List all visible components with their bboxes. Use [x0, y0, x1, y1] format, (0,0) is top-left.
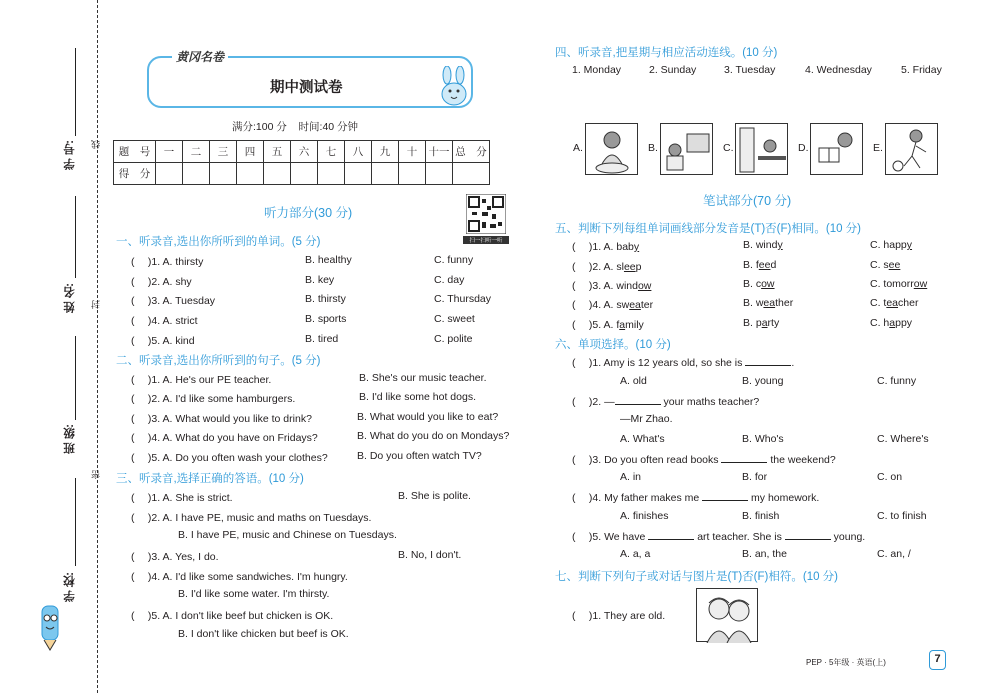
option-b: B. I have PE, music and Chinese on Tuesdays.	[178, 529, 397, 541]
option-b	[743, 259, 776, 271]
school-field[interactable]	[75, 478, 76, 566]
question-text: —Mr Zhao.	[620, 413, 673, 425]
class-field[interactable]	[75, 336, 76, 420]
option-c: C. Where's	[877, 433, 929, 445]
option-b: B. I'd like some water. I'm thirsty.	[178, 588, 330, 600]
option-b: B. healthy	[305, 254, 352, 266]
word: B. w	[743, 297, 764, 309]
question-7-1: ( )1. They are old.	[572, 610, 666, 622]
score-cell: 七	[318, 141, 345, 163]
question-5-1	[572, 239, 639, 254]
question-1-3: ( )3. A. Tuesday	[131, 295, 216, 307]
option-b: B. I'd like some hot dogs.	[359, 391, 476, 403]
question-3-3: ( )3. A. Yes, I do.	[131, 551, 219, 563]
footer-text: PEP · 5年级 · 英语(上)	[806, 658, 886, 667]
option-b: B. She is polite.	[398, 490, 471, 502]
question-3-2: ( )2. A. I have PE, music and maths on Tuesdays.	[131, 512, 372, 524]
question-6-1	[572, 355, 794, 370]
word: B. p	[743, 317, 762, 329]
question-1-2: ( )2. A. shy	[131, 276, 192, 288]
question-number: ( )3. A.	[572, 280, 614, 292]
section-6-title: 六、单项选择。(10 分)	[555, 339, 671, 351]
name-field[interactable]	[75, 196, 76, 278]
seal-char: 线	[91, 140, 101, 149]
score-input[interactable]	[264, 163, 291, 185]
question-6-4	[572, 490, 819, 505]
option-c: C. polite	[434, 333, 473, 345]
listening-title: 听力部分(30 分)	[264, 206, 353, 220]
picture-label: D.	[798, 142, 809, 154]
word-part: ow	[761, 278, 775, 290]
word: cher	[898, 297, 919, 309]
word-part: a	[619, 319, 626, 331]
score-cell: 八	[345, 141, 372, 163]
option-b: B. No, I don't.	[398, 549, 462, 561]
section-1-title: 一、听录音,选出你所听到的单词。(5 分)	[116, 236, 321, 248]
option-b: B. sports	[305, 313, 347, 325]
option-c	[870, 317, 912, 329]
word-part: ea	[886, 297, 899, 309]
word: B. wind	[743, 239, 778, 251]
score-input[interactable]	[318, 163, 345, 185]
word: C. happ	[870, 239, 907, 251]
word-part: ea	[629, 299, 641, 311]
question-3-4: ( )4. A. I'd like some sandwiches. I'm hungry.	[131, 571, 348, 583]
word: sl	[616, 261, 624, 273]
pencil-mascot-icon	[32, 600, 68, 652]
score-input[interactable]	[156, 163, 183, 185]
word-part: ow	[637, 280, 652, 292]
option-b: B. She's our music teacher.	[359, 372, 487, 384]
answer-blank[interactable]	[648, 530, 694, 540]
option-c: C. an, /	[877, 548, 911, 560]
option-c	[870, 297, 918, 309]
qr-code-icon	[466, 194, 506, 234]
section-2-title: 二、听录音,选出你所听到的句子。(5 分)	[116, 355, 321, 367]
option-c: C. on	[877, 471, 903, 483]
option-b	[743, 239, 783, 251]
day-item: 5. Friday	[901, 64, 942, 76]
question-text: ( )2. —	[572, 396, 615, 408]
boy-homework-icon	[735, 123, 788, 175]
question-5-2	[572, 259, 641, 274]
word-part: ee	[888, 259, 901, 271]
answer-blank[interactable]	[721, 453, 767, 463]
option-b: B. key	[305, 274, 335, 286]
word: C. tomorr	[870, 278, 914, 290]
option-b: B. What do you do on Mondays?	[357, 430, 510, 442]
score-cell: 四	[237, 141, 264, 163]
option-b: B. finish	[742, 510, 780, 522]
option-a: A. a, a	[620, 548, 651, 560]
word: ppy	[895, 317, 913, 329]
option-a: A. What's	[620, 433, 665, 445]
question-text: ( )5. We have	[572, 531, 646, 543]
answer-blank[interactable]	[785, 530, 831, 540]
word: C. t	[870, 297, 887, 309]
score-cell: 总 分	[453, 141, 490, 163]
score-time: 满分:100 分 时间:40 分钟	[232, 121, 359, 133]
old-couple-icon	[696, 588, 758, 642]
question-text: my homework.	[751, 492, 820, 504]
score-cell: 题 号	[114, 141, 156, 163]
word: ther	[775, 297, 794, 309]
option-a: A. old	[620, 375, 647, 387]
number-field[interactable]	[75, 48, 76, 136]
answer-blank[interactable]	[615, 395, 661, 405]
section-7-title: 七、判断下列句子或对话与图片是(T)否(F)相符。(10 分)	[555, 571, 839, 583]
section-4-title: 四、听录音,把星期与相应活动连线。(10 分)	[555, 47, 778, 59]
answer-blank[interactable]	[745, 356, 791, 366]
option-b	[743, 297, 793, 309]
girl-washing-icon	[585, 123, 638, 175]
score-input[interactable]	[210, 163, 237, 185]
option-b: B. Do you often watch TV?	[357, 450, 482, 462]
option-b	[743, 317, 779, 329]
question-number: ( )2. A.	[572, 261, 614, 273]
seal-char: 封	[91, 300, 101, 309]
cut-line	[97, 0, 98, 693]
word-part: ow	[913, 278, 928, 290]
score-input[interactable]	[237, 163, 264, 185]
word: B. f	[743, 259, 759, 271]
question-3-5: ( )5. A. I don't like beef but chicken is OK.	[131, 610, 334, 622]
class-label: 班 级:	[64, 424, 76, 455]
question-2-3: ( )3. A. What would you like to drink?	[131, 413, 312, 425]
word: B. c	[743, 278, 762, 290]
word-part: ee	[623, 261, 636, 273]
score-cell: 九	[372, 141, 399, 163]
picture-label: C.	[723, 142, 734, 154]
question-5-5	[572, 317, 644, 332]
question-text: .	[791, 357, 795, 369]
option-b: B. tired	[305, 333, 339, 345]
word-part: ee	[758, 259, 771, 271]
option-a: A. in	[620, 471, 642, 483]
score-cell: 二	[183, 141, 210, 163]
word: C. s	[870, 259, 889, 271]
school-label: 学 校:	[64, 572, 76, 603]
option-c: C. day	[434, 274, 465, 286]
word: p	[635, 261, 642, 273]
brand-logo: 黄冈名卷	[172, 48, 228, 65]
score-input[interactable]	[291, 163, 318, 185]
question-number: ( )1. A.	[572, 241, 614, 253]
option-b: B. I don't like chicken but beef is OK.	[178, 628, 349, 640]
word: bab	[616, 241, 634, 253]
question-text: ( )1. Amy is 12 years old, so she is	[572, 357, 743, 369]
picture-label: A.	[573, 142, 583, 154]
boy-football-icon	[885, 123, 938, 175]
score-cell: 五	[264, 141, 291, 163]
option-c: C. Thursday	[434, 293, 491, 305]
day-item: 1. Monday	[572, 64, 622, 76]
question-5-3	[572, 278, 651, 293]
question-6-5	[572, 529, 865, 544]
option-c: C. sweet	[434, 313, 475, 325]
page-number: 7	[929, 650, 946, 670]
score-input[interactable]	[399, 163, 426, 185]
page-title: 期中测试卷	[270, 80, 343, 96]
score-cell: 三	[210, 141, 237, 163]
option-c: C. funny	[877, 375, 917, 387]
number-label: 学 号:	[64, 140, 76, 171]
score-table	[113, 140, 490, 185]
day-item: 2. Sunday	[649, 64, 697, 76]
word: wind	[616, 280, 638, 292]
option-c	[870, 278, 927, 290]
boy-reading-icon	[810, 123, 863, 175]
question-2-1: ( )1. A. He's our PE teacher.	[131, 374, 272, 386]
question-6-3	[572, 452, 836, 467]
option-a: A. finishes	[620, 510, 669, 522]
word-part: ea	[763, 297, 776, 309]
word-part: a	[889, 317, 896, 329]
picture-label: E.	[873, 142, 883, 154]
boy-tv-icon	[660, 123, 713, 175]
score-input[interactable]	[372, 163, 399, 185]
answer-blank[interactable]	[702, 491, 748, 501]
rabbit-mascot-icon	[430, 66, 476, 108]
word: ter	[640, 299, 654, 311]
question-text: ( )3. Do you often read books	[572, 454, 719, 466]
day-item: 4. Wednesday	[805, 64, 872, 76]
question-2-4: ( )4. A. What do you have on Fridays?	[131, 432, 318, 444]
word: sw	[616, 299, 630, 311]
question-number: ( )5. A.	[572, 319, 614, 331]
question-1-4: ( )4. A. strict	[131, 315, 198, 327]
word-part: a	[761, 317, 768, 329]
score-cell: 得 分	[114, 163, 156, 185]
option-b: B. for	[742, 471, 768, 483]
written-title: 笔试部分(70 分)	[703, 194, 792, 208]
option-b: B. Who's	[742, 433, 784, 445]
score-input[interactable]	[426, 163, 453, 185]
question-text: your maths teacher?	[663, 396, 760, 408]
word: C. h	[870, 317, 890, 329]
qr-caption: 扫一扫听一听	[463, 236, 509, 244]
option-c	[870, 239, 912, 251]
seal-char: 密	[91, 470, 101, 479]
word-part: y	[906, 239, 913, 251]
question-text: the weekend?	[770, 454, 836, 466]
question-3-1: ( )1. A. She is strict.	[131, 492, 233, 504]
score-input[interactable]	[345, 163, 372, 185]
question-1-5: ( )5. A. kind	[131, 335, 195, 347]
word: mily	[625, 319, 644, 331]
option-b: B. thirsty	[305, 293, 346, 305]
score-cell: 一	[156, 141, 183, 163]
section-5-title: 五、判断下列每组单词画线部分发音是(T)否(F)相同。(10 分)	[555, 223, 862, 235]
question-text: ( )4. My father makes me	[572, 492, 700, 504]
option-b: B. What would you like to eat?	[357, 411, 499, 423]
day-item: 3. Tuesday	[724, 64, 776, 76]
score-input[interactable]	[183, 163, 210, 185]
score-cell: 十一	[426, 141, 453, 163]
question-text: young.	[833, 531, 866, 543]
score-cell: 十	[399, 141, 426, 163]
word: d	[770, 259, 777, 271]
question-5-4	[572, 297, 653, 312]
question-text: art teacher. She is	[697, 531, 782, 543]
question-number: ( )4. A.	[572, 299, 614, 311]
option-c: C. funny	[434, 254, 474, 266]
word: rty	[767, 317, 780, 329]
word: f	[616, 319, 620, 331]
question-2-5: ( )5. A. Do you often wash your clothes?	[131, 452, 328, 464]
section-3-title: 三、听录音,选择正确的答语。(10 分)	[116, 473, 304, 485]
question-6-2	[572, 394, 759, 409]
question-2-2: ( )2. A. I'd like some hamburgers.	[131, 393, 296, 405]
word-part: y	[633, 241, 640, 253]
score-input[interactable]	[453, 163, 490, 185]
option-b	[743, 278, 775, 290]
picture-label: B.	[648, 142, 658, 154]
option-c: C. to finish	[877, 510, 927, 522]
option-b: B. young	[742, 375, 784, 387]
word-part: y	[777, 239, 783, 251]
name-label: 姓 名:	[64, 283, 76, 314]
question-1-1: ( )1. A. thirsty	[131, 256, 204, 268]
option-b: B. an, the	[742, 548, 787, 560]
option-c	[870, 259, 900, 271]
score-cell: 六	[291, 141, 318, 163]
